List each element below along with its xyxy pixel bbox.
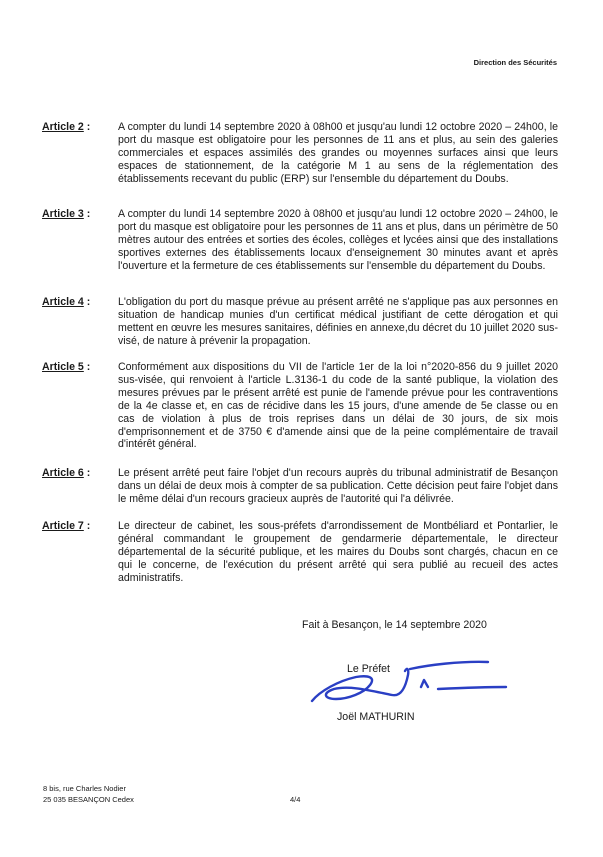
department-header: Direction des Sécurités	[473, 58, 557, 67]
article-label: Article 4 :	[42, 296, 91, 308]
article-3	[42, 208, 558, 273]
article-label: Article 6 :	[42, 467, 91, 479]
article-text: Le directeur de cabinet, les sous-préfets d'arrondissement de Montbéliard et Pontarlier, le général commandant le groupement de gendarmerie départementale, le directeur départemental de la sécurité publique, et les maires du Doubs sont chargés, chacun en ce qui le concerne, de l'exécution du présent arrêté qui sera publié au recueil des actes administratifs.	[118, 520, 558, 584]
article-7	[42, 520, 558, 585]
footer-address	[43, 784, 134, 805]
article-text: A compter du lundi 14 septembre 2020 à 08h00 et jusqu'au lundi 12 octobre 2020 – 24h00, le port du masque est obligatoire pour les personnes de 11 ans et plus, dans un périmètre de 50 mètres autour des entrées et sorties des écoles, collèges et lycées ainsi que des installations sportives externes des établissements locaux d'enseignement 30 minutes avant et après l'ouverture et la fermeture de ces établissements sur l'ensemble du département du Doubs.	[118, 208, 558, 272]
page-number: 4/4	[290, 795, 301, 804]
article-label: Article 3 :	[42, 208, 91, 220]
signature-stroke	[438, 687, 506, 689]
handwritten-signature	[310, 655, 510, 710]
signer-name: Joël MATHURIN	[337, 711, 415, 723]
article-2	[42, 121, 558, 186]
article-4	[42, 296, 558, 348]
article-text: Le présent arrêté peut faire l'objet d'un recours auprès du tribunal administratif de Besançon dans un délai de deux mois à compter de sa publication. Cette décision peut faire l'objet dans le même délai d'un recours gracieux auprès de l'autorité qui l'a délivrée.	[118, 467, 558, 505]
article-5-text: Conformément aux dispositions du VII de l'article 1er de la loi n°2020-856 du 9 juillet 2020 sus-visée, qui renvoient à l'article L.3136-1 du code de la santé publique, la violation des mesures prévues par le présent arrêté est punie de l'amende prévue pour les contraventions de la 4e classe et, en cas de récidive dans les 15 jours, d'une amende de 5e classe ou en cas de violation à plus de trois reprises dans un délai de 30 jours, de six mois d'emprisonnement et de 3750 € d'amende ainsi que de la peine complémentaire de travail d'intérêt général.	[118, 361, 558, 451]
address-line: 8 bis, rue Charles Nodier	[43, 784, 126, 793]
article-5	[42, 361, 558, 451]
article-label: Article 2 :	[42, 121, 91, 133]
article-label: Article 7 :	[42, 520, 91, 532]
signature-stroke	[410, 662, 488, 669]
article-label: Article 5 :	[42, 361, 91, 373]
article-text	[118, 361, 558, 451]
article-6	[42, 467, 558, 506]
address-line: 25 035 BESANÇON Cedex	[43, 794, 134, 804]
signer-title: Le Préfet	[347, 663, 390, 675]
signature-stroke	[312, 669, 408, 701]
signature-stroke	[421, 680, 428, 687]
article-text: A compter du lundi 14 septembre 2020 à 08h00 et jusqu'au lundi 12 octobre 2020 – 24h00, le port du masque est obligatoire pour les personnes de 11 ans et plus, au sein des galeries commerciales et espaces assimilés des grandes ou moyennes surfaces ainsi que leurs espaces de stationnement, de la catégorie M 1 au sens de la réglementation des établissements recevant du public (ERP) sur l'ensemble du département du Doubs.	[118, 121, 558, 185]
article-text: L'obligation du port du masque prévue au présent arrêté ne s'applique pas aux personnes en situation de handicap munies d'un certificat médical justifiant de cette dérogation et qui mettent en œuvre les mesures sanitaires, définies en annexe,du décret du 10 juillet 2020 sus-visé, de nature à prévenir la propagation.	[118, 296, 558, 347]
place-date: Fait à Besançon, le 14 septembre 2020	[302, 619, 487, 631]
